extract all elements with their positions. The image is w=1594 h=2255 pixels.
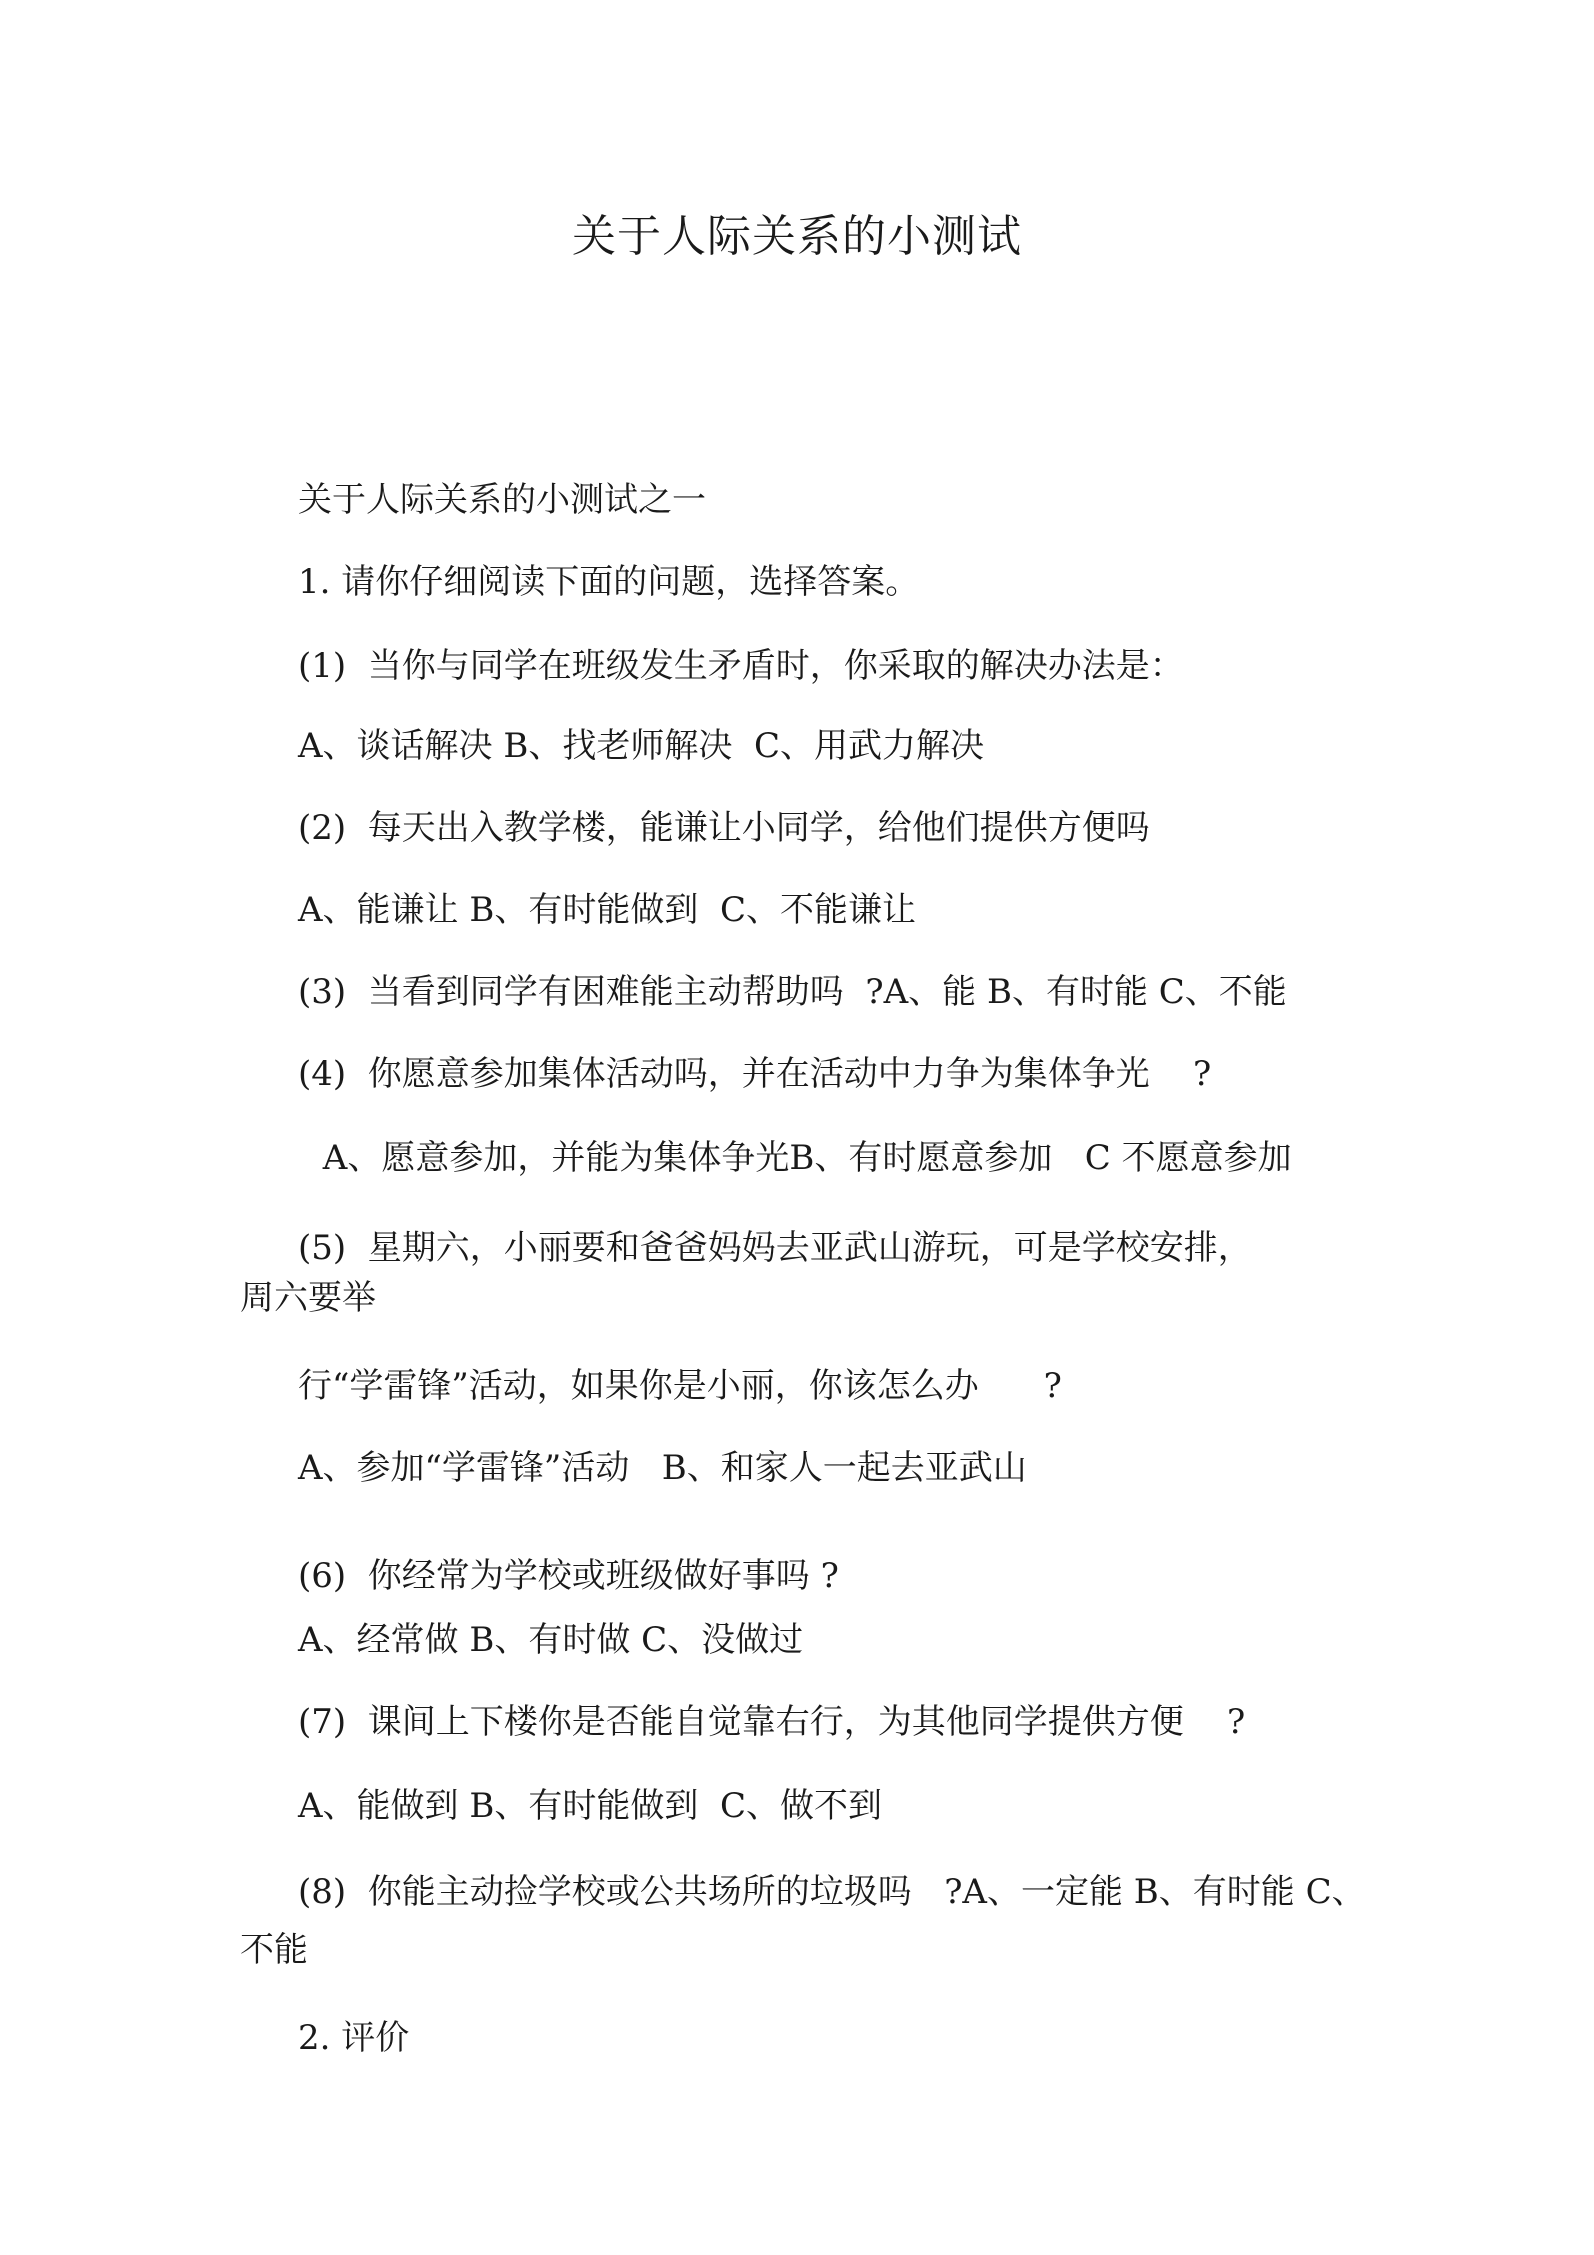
document-title: 关于人际关系的小测试: [572, 211, 1022, 262]
question-5: (5) 星期六，小丽要和爸爸妈妈去亚武山游玩，可是学校安排，: [298, 1228, 1252, 1268]
question-8: (8) 你能主动捡学校或公共场所的垃圾吗 ?A、一定能 B、有时能 C、: [298, 1872, 1366, 1912]
question-5-wrap: 周六要举: [240, 1278, 376, 1318]
question-1-options: A、谈话解决 B、找老师解决 C、用武力解决: [298, 726, 984, 766]
question-2-options: A、能谦让 B、有时能做到 C、不能谦让: [298, 890, 916, 930]
question-1: (1) 当你与同学在班级发生矛盾时，你采取的解决办法是：: [298, 646, 1184, 686]
question-4: (4) 你愿意参加集体活动吗，并在活动中力争为集体争光 ?: [298, 1054, 1212, 1094]
question-3: (3) 当看到同学有困难能主动帮助吗 ?A、能 B、有时能 C、不能: [298, 972, 1287, 1012]
question-8-wrap: 不能: [240, 1930, 308, 1970]
subtitle: 关于人际关系的小测试之一: [298, 480, 706, 520]
question-7-options: A、能做到 B、有时能做到 C、做不到: [298, 1786, 882, 1826]
question-4-options: A、愿意参加，并能为集体争光B、有时愿意参加 C 不愿意参加: [312, 1138, 1292, 1178]
question-6: (6) 你经常为学校或班级做好事吗 ?: [298, 1556, 839, 1596]
question-6-options: A、经常做 B、有时做 C、没做过: [298, 1620, 804, 1660]
question-5-continued: 行“学雷锋”活动，如果你是小丽，你该怎么办 ?: [298, 1366, 1062, 1406]
section-heading-2: 2. 评价: [298, 2018, 410, 2058]
question-5-options: A、参加“学雷锋”活动 B、和家人一起去亚武山: [298, 1448, 1027, 1488]
section-heading-1: 1. 请你仔细阅读下面的问题，选择答案。: [298, 562, 920, 602]
question-7: (7) 课间上下楼你是否能自觉靠右行，为其他同学提供方便 ?: [298, 1702, 1246, 1742]
question-2: (2) 每天出入教学楼，能谦让小同学，给他们提供方便吗: [298, 808, 1150, 848]
